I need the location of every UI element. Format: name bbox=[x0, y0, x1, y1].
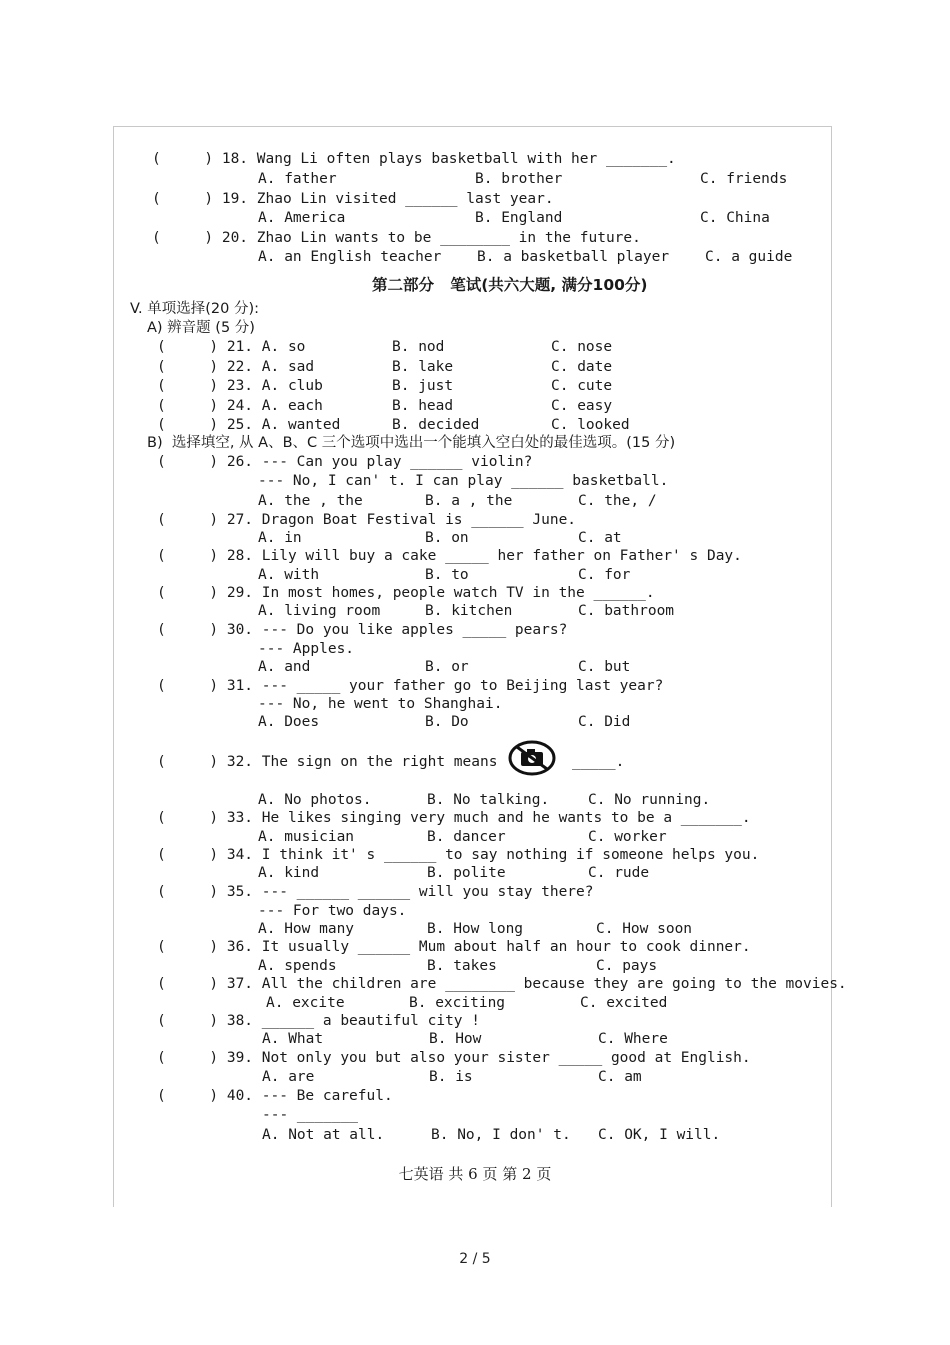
page-footer: 七英语 共 6 页 第 2 页 bbox=[398, 1165, 552, 1183]
text-line: B. nod bbox=[392, 339, 445, 355]
text-line: B. a , the bbox=[425, 493, 513, 509]
text-line: A. the , the bbox=[258, 493, 363, 509]
text-line: A. an English teacher bbox=[258, 249, 442, 265]
text-line: A. father bbox=[258, 171, 337, 187]
text-line: ( ) 26. --- Can you play ______ violin? bbox=[157, 454, 533, 470]
text-line: B. lake bbox=[392, 359, 454, 375]
text-line: B. decided bbox=[392, 417, 480, 433]
text-line: A. excite bbox=[266, 995, 345, 1011]
text-line: --- No, he went to Shanghai. bbox=[258, 696, 503, 712]
text-line: B. polite bbox=[427, 865, 506, 881]
text-line: B. How long bbox=[427, 921, 524, 937]
text-line: ( ) 18. Wang Li often plays basketball with her _______. bbox=[152, 151, 676, 167]
no-photos-sign-icon bbox=[508, 740, 556, 776]
text-line: ( ) 22. A. sad bbox=[157, 359, 315, 375]
text-line: C. China bbox=[700, 210, 770, 226]
text-line: C. at bbox=[578, 530, 622, 546]
text-line: V. 单项选择(20 分): bbox=[130, 301, 260, 317]
text-line: A. Not at all. bbox=[262, 1127, 385, 1143]
text-line: B. takes bbox=[427, 958, 497, 974]
text-line: --- For two days. bbox=[258, 903, 407, 919]
text-line: ( ) 37. All the children are ________ because they are going to the movies. bbox=[157, 976, 847, 992]
text-line: C. nose bbox=[551, 339, 613, 355]
text-line: C. date bbox=[551, 359, 613, 375]
text-line: A) 辨音题 (5 分) bbox=[147, 320, 255, 336]
text-line: A. in bbox=[258, 530, 302, 546]
text-line: C. No running. bbox=[588, 792, 711, 808]
text-line: ( ) 35. --- ______ ______ will you stay there? bbox=[157, 884, 594, 900]
text-line: B. is bbox=[429, 1069, 473, 1085]
text-line: A. are bbox=[262, 1069, 315, 1085]
text-line: B. Do bbox=[425, 714, 469, 730]
text-line: ( ) 21. A. so bbox=[157, 339, 306, 355]
text-line: ( ) 36. It usually ______ Mum about half an hour to cook dinner. bbox=[157, 939, 751, 955]
text-line: C. friends bbox=[700, 171, 788, 187]
text-line: B. No talking. bbox=[427, 792, 550, 808]
text-line: A. with bbox=[258, 567, 320, 583]
text-line: A. living room bbox=[258, 603, 381, 619]
text-line: ( ) 25. A. wanted bbox=[157, 417, 341, 433]
text-line: ( ) 30. --- Do you like apples _____ pears? bbox=[157, 622, 568, 638]
text-line: C. bathroom bbox=[578, 603, 675, 619]
text-line: ( ) 28. Lily will buy a cake _____ her father on Father' s Day. bbox=[157, 548, 742, 564]
text-line: C. rude bbox=[588, 865, 650, 881]
text-line: C. excited bbox=[580, 995, 668, 1011]
text-line: B. a basketball player bbox=[477, 249, 670, 265]
text-line: B. brother bbox=[475, 171, 563, 187]
text-line: --- _______ bbox=[262, 1107, 359, 1123]
text-line: A. Does bbox=[258, 714, 320, 730]
text-line: B. dancer bbox=[427, 829, 506, 845]
text-line: ( ) 33. He likes singing very much and he wants to be a _______. bbox=[157, 810, 751, 826]
text-line: --- Apples. bbox=[258, 641, 355, 657]
text-line: B) 选择填空, 从 A、B、C 三个选项中选出一个能填入空白处的最佳选项。(15 分) bbox=[147, 435, 676, 451]
text-line: C. pays bbox=[596, 958, 658, 974]
text-line: ( ) 23. A. club bbox=[157, 378, 323, 394]
text-line: B. exciting bbox=[409, 995, 506, 1011]
text-line: B. on bbox=[425, 530, 469, 546]
section-title: 第二部分 笔试(共六大题, 满分100分) bbox=[372, 276, 648, 294]
text-line: ( ) 32. The sign on the right means bbox=[157, 754, 498, 770]
text-line: ( ) 20. Zhao Lin wants to be ________ in the future. bbox=[152, 230, 641, 246]
text-line: C. for bbox=[578, 567, 631, 583]
text-line: C. Did bbox=[578, 714, 631, 730]
text-line: B. head bbox=[392, 398, 454, 414]
text-line: --- No, I can' t. I can play ______ basketball. bbox=[258, 473, 669, 489]
text-line: A. America bbox=[258, 210, 346, 226]
text-line: C. the, / bbox=[578, 493, 657, 509]
text-line: ( ) 27. Dragon Boat Festival is ______ June. bbox=[157, 512, 577, 528]
text-line: B. to bbox=[425, 567, 469, 583]
text-line: ( ) 40. --- Be careful. bbox=[157, 1088, 393, 1104]
text-line: C. How soon bbox=[596, 921, 693, 937]
text-line: A. How many bbox=[258, 921, 355, 937]
text-line: B. just bbox=[392, 378, 454, 394]
text-line: ( ) 38. ______ a beautiful city ! bbox=[157, 1013, 481, 1029]
text-line: C. am bbox=[598, 1069, 642, 1085]
text-line: A. kind bbox=[258, 865, 320, 881]
text-line: ( ) 19. Zhao Lin visited ______ last year. bbox=[152, 191, 554, 207]
text-line: A. spends bbox=[258, 958, 337, 974]
text-line: C. worker bbox=[588, 829, 667, 845]
text-line: ( ) 29. In most homes, people watch TV in the ______. bbox=[157, 585, 655, 601]
text-line: C. cute bbox=[551, 378, 613, 394]
text-line: C. OK, I will. bbox=[598, 1127, 721, 1143]
text-line: C. but bbox=[578, 659, 631, 675]
text-line: B. or bbox=[425, 659, 469, 675]
text-line: _____. bbox=[572, 754, 625, 770]
text-line: A. What bbox=[262, 1031, 324, 1047]
text-line: A. musician bbox=[258, 829, 355, 845]
text-line: A. and bbox=[258, 659, 311, 675]
text-line: A. No photos. bbox=[258, 792, 372, 808]
text-line: C. looked bbox=[551, 417, 630, 433]
text-line: C. Where bbox=[598, 1031, 668, 1047]
text-line: C. a guide bbox=[705, 249, 793, 265]
text-line: B. No, I don' t. bbox=[431, 1127, 571, 1143]
text-line: ( ) 39. Not only you but also your sister _____ good at English. bbox=[157, 1050, 751, 1066]
text-line: ( ) 34. I think it' s ______ to say nothing if someone helps you. bbox=[157, 847, 760, 863]
text-line: B. kitchen bbox=[425, 603, 513, 619]
text-line: ( ) 24. A. each bbox=[157, 398, 323, 414]
text-line: B. How bbox=[429, 1031, 482, 1047]
text-line: ( ) 31. --- _____ your father go to Beijing last year? bbox=[157, 678, 664, 694]
text-line: C. easy bbox=[551, 398, 613, 414]
text-line: B. England bbox=[475, 210, 563, 226]
page-counter: 2 / 5 bbox=[459, 1251, 491, 1267]
